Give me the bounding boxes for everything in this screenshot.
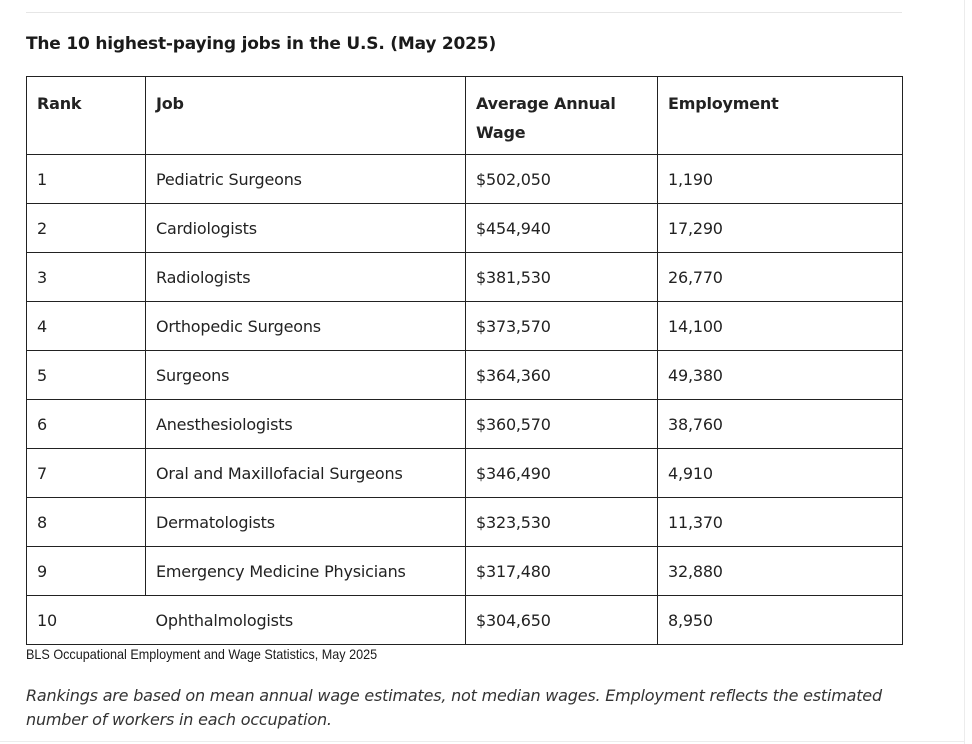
wage-cell: $364,360 [466, 351, 658, 400]
rank-cell: 8 [27, 498, 146, 547]
job-cell: Surgeons [146, 351, 466, 400]
employment-cell: 49,380 [658, 351, 903, 400]
table-row [27, 351, 903, 400]
employment-cell: 32,880 [658, 547, 903, 596]
job-cell: Radiologists [146, 253, 466, 302]
job-cell: Ophthalmologists [146, 596, 466, 645]
top-divider [26, 12, 902, 13]
wage-cell: $360,570 [466, 400, 658, 449]
rank-cell: 2 [27, 204, 146, 253]
table-row [27, 449, 903, 498]
table-row [27, 596, 903, 645]
rank-cell: 3 [27, 253, 146, 302]
employment-cell: 38,760 [658, 400, 903, 449]
rank-cell: 10 [27, 596, 146, 645]
table-row [27, 400, 903, 449]
job-cell: Oral and Maxillofacial Surgeons [146, 449, 466, 498]
right-divider [964, 0, 965, 744]
employment-cell: 14,100 [658, 302, 903, 351]
wage-cell: $346,490 [466, 449, 658, 498]
employment-cell: 8,950 [658, 596, 903, 645]
table-row [27, 253, 903, 302]
table-row [27, 498, 903, 547]
methodology-note: Rankings are based on mean annual wage estimates, not median wages. Employment reflects the estimated number of workers in each occupation. [26, 686, 882, 729]
table-row [27, 204, 903, 253]
wage-cell: $373,570 [466, 302, 658, 351]
table-header-row [27, 77, 903, 155]
header-rank: Rank [27, 77, 146, 155]
table-row [27, 302, 903, 351]
rank-cell: 5 [27, 351, 146, 400]
job-cell: Emergency Medicine Physicians [146, 547, 466, 596]
wage-cell: $323,530 [466, 498, 658, 547]
employment-cell: 11,370 [658, 498, 903, 547]
header-job: Job [146, 77, 466, 155]
employment-cell: 26,770 [658, 253, 903, 302]
header-wage: Average Annual Wage [466, 77, 658, 155]
table-title: The 10 highest-paying jobs in the U.S. (May 2025) [26, 34, 497, 54]
job-cell: Orthopedic Surgeons [146, 302, 466, 351]
wage-cell: $454,940 [466, 204, 658, 253]
rank-cell: 9 [27, 547, 146, 596]
employment-cell: 17,290 [658, 204, 903, 253]
bottom-divider [0, 741, 964, 742]
wage-cell: $304,650 [466, 596, 658, 645]
job-cell: Dermatologists [146, 498, 466, 547]
rank-cell: 1 [27, 155, 146, 204]
wage-cell: $502,050 [466, 155, 658, 204]
rank-cell: 7 [27, 449, 146, 498]
rank-cell: 4 [27, 302, 146, 351]
employment-cell: 4,910 [658, 449, 903, 498]
job-cell: Anesthesiologists [146, 400, 466, 449]
table-row [27, 547, 903, 596]
header-employment: Employment [658, 77, 903, 155]
job-cell: Cardiologists [146, 204, 466, 253]
rank-cell: 6 [27, 400, 146, 449]
wages-table [26, 76, 903, 645]
source-caption: BLS Occupational Employment and Wage Statistics, May 2025 [26, 646, 378, 662]
wage-cell: $317,480 [466, 547, 658, 596]
table-row [27, 155, 903, 204]
job-cell: Pediatric Surgeons [146, 155, 466, 204]
wage-cell: $381,530 [466, 253, 658, 302]
employment-cell: 1,190 [658, 155, 903, 204]
